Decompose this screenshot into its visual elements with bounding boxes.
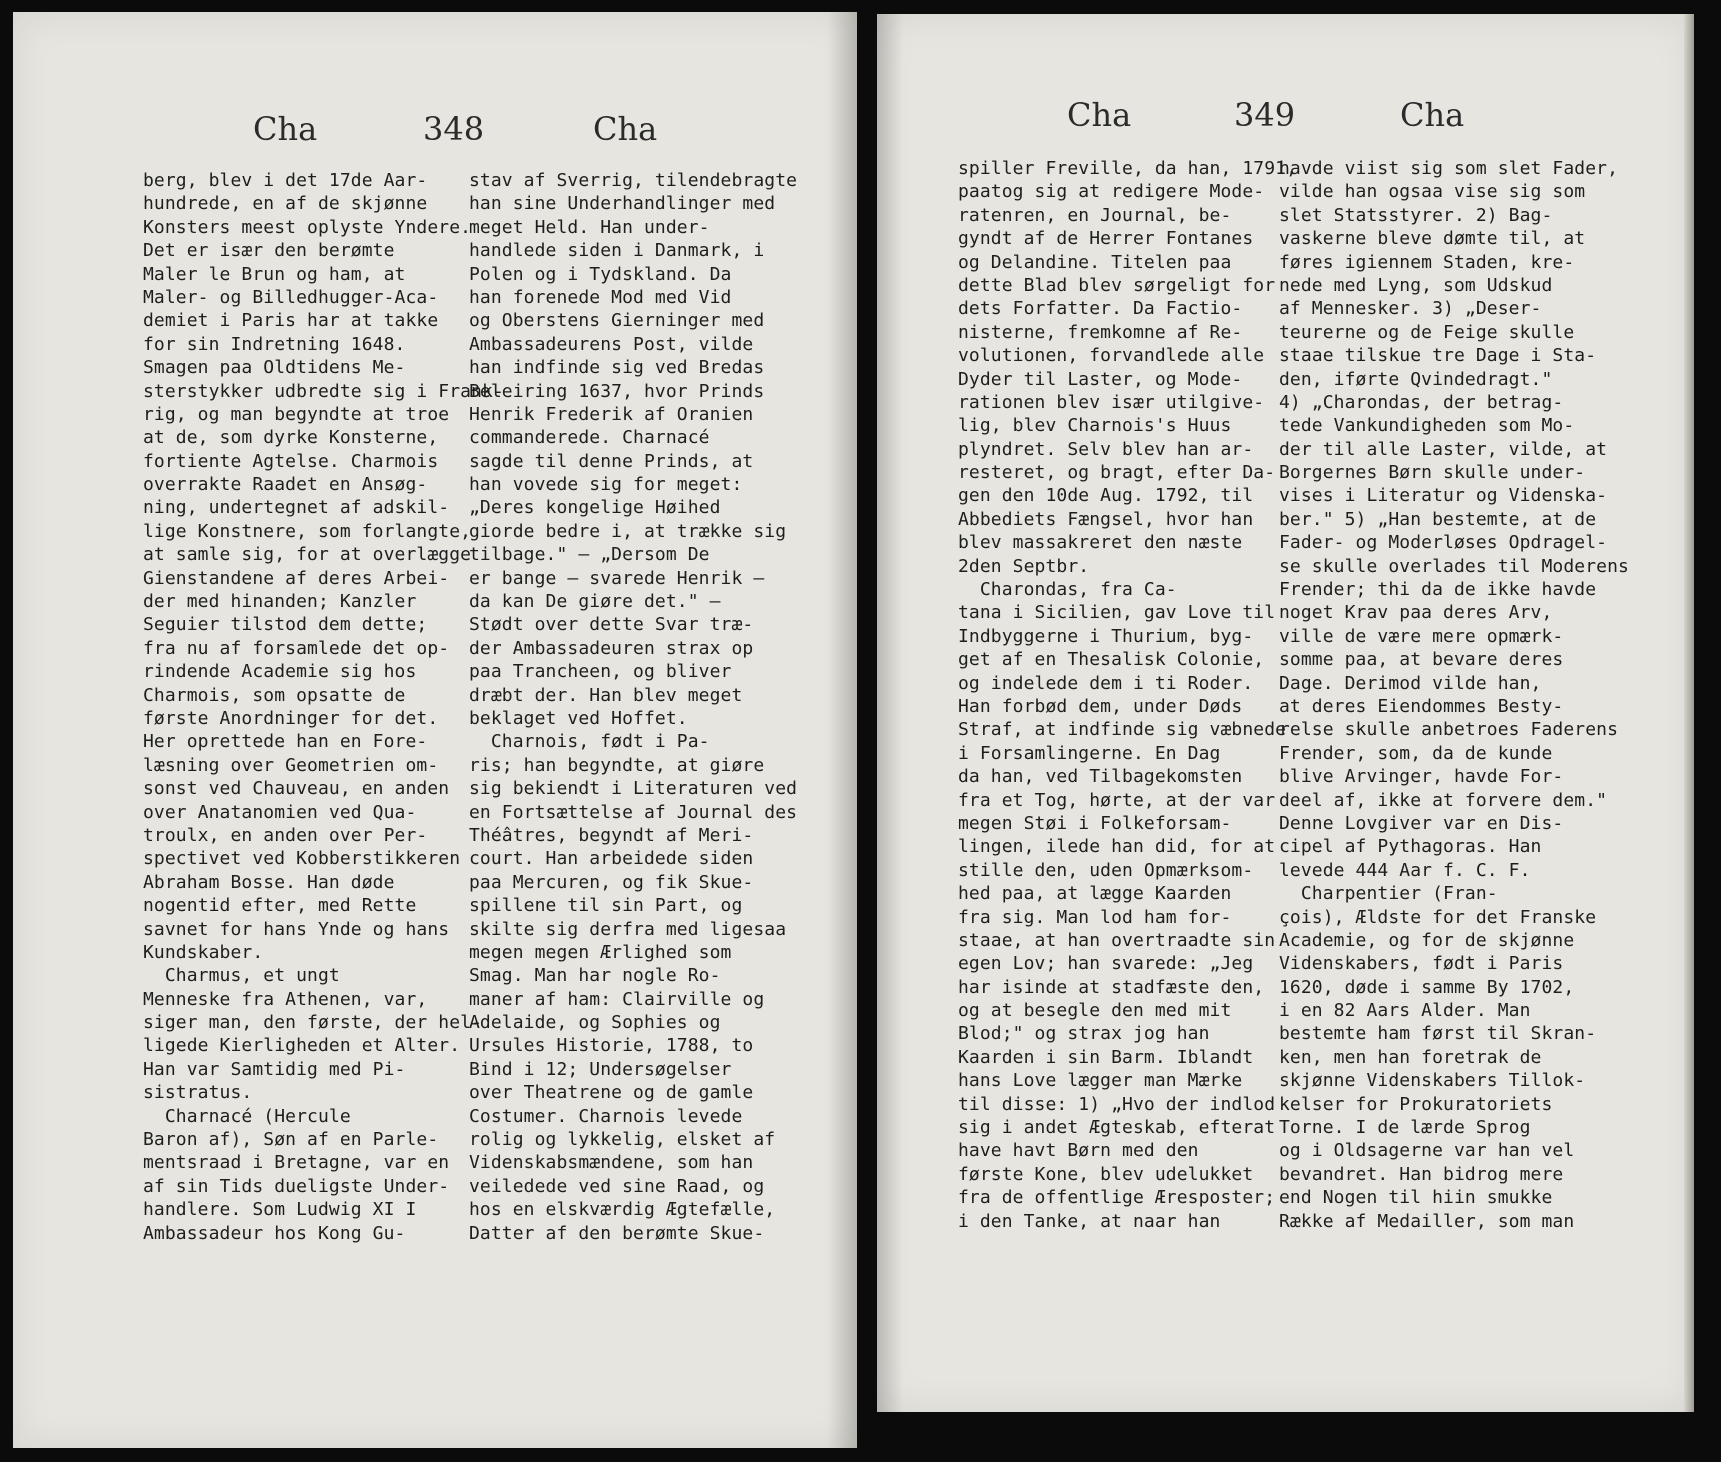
text-line: vilde han ogsaa vise sig som — [1279, 181, 1586, 203]
text-line: Stødt over dette Svar træ- — [469, 614, 754, 636]
text-line: Henrik Frederik af Oranien — [469, 403, 754, 425]
text-line: staae tilskue tre Dage i Sta- — [1279, 345, 1597, 367]
text-line: han sine Underhandlinger med — [469, 193, 776, 215]
text-line: første Kone, blev udelukket — [958, 1163, 1254, 1185]
text-line: 1620, døde i samme By 1702, — [1279, 976, 1575, 998]
text-line: end Nogen til hiin smukke — [1279, 1187, 1553, 1209]
page-fold-shadow — [827, 12, 857, 1448]
text-line: rig, og man begyndte at troe — [143, 403, 450, 425]
text-line: handlere. Som Ludwig XI I — [143, 1199, 417, 1221]
text-line: og i Oldsagerne var han vel — [1279, 1140, 1575, 1162]
text-line: ratenren, en Journal, be- — [958, 204, 1232, 226]
running-head-left: Cha — [1067, 96, 1132, 134]
text-line: Charmus, et ungt — [143, 965, 340, 987]
text-line: slet Statsstyrer. 2) Bag- — [1279, 204, 1553, 226]
text-line: Kundskaber. — [143, 941, 264, 963]
text-line: kelser for Prokuratoriets — [1279, 1093, 1553, 1115]
text-line: egen Lov; han svarede: „Jeg — [958, 953, 1254, 975]
page-edge — [1684, 14, 1694, 1412]
text-line: til disse: 1) „Hvo der indlod — [958, 1093, 1276, 1115]
text-line: fra nu af forsamlede det op- — [143, 637, 450, 659]
text-line: dræbt der. Han blev meget — [469, 684, 743, 706]
text-line: spectivet ved Kobberstikkeren — [143, 848, 461, 870]
text-line: da han, ved Tilbagekomsten — [958, 766, 1243, 788]
text-line: megen megen Ærlighed som — [469, 941, 732, 963]
text-line: sagde til denne Prinds, at — [469, 450, 754, 472]
text-line: Smagen paa Oldtidens Me- — [143, 357, 406, 379]
text-column-1 — [958, 157, 1297, 1233]
text-line: dets Forfatter. Da Factio- — [958, 298, 1243, 320]
text-line: Charondas, fra Ca- — [958, 579, 1177, 601]
running-head-left: Cha — [253, 110, 318, 148]
text-line: levede 444 Aar f. C. F. — [1279, 859, 1531, 881]
text-line: berg, blev i det 17de Aar- — [143, 170, 428, 191]
text-line: resteret, og bragt, efter Da- — [958, 462, 1276, 484]
text-line: fortiente Agtelse. Charmois — [143, 450, 439, 472]
text-line: sonst ved Chauveau, en anden — [143, 778, 450, 800]
text-line: og Delandine. Titelen paa — [958, 251, 1232, 273]
text-line: troulx, en anden over Per- — [143, 824, 428, 846]
text-line: bestemte ham først til Skran- — [1279, 1023, 1597, 1045]
text-line: Frender, som, da de kunde — [1279, 742, 1553, 764]
text-line: i den Tanke, at naar han — [958, 1210, 1221, 1232]
text-line: ville de være mere opmærk- — [1279, 625, 1564, 647]
text-line: den, iførte Qvindedragt." — [1279, 368, 1553, 390]
text-line: der Ambassadeuren strax op — [469, 637, 754, 659]
text-line: bevandret. Han bidrog mere — [1279, 1163, 1564, 1185]
text-line: Polen og i Tydskland. Da — [469, 263, 732, 285]
text-line: og at besegle den med mit — [958, 1000, 1232, 1022]
text-line: sterstykker udbredte sig i Frank- — [143, 380, 504, 402]
text-line: har isinde at stadfæste den, — [958, 976, 1265, 998]
text-line: overrakte Raadet en Ansøg- — [143, 474, 428, 496]
text-line: Menneske fra Athenen, var, — [143, 988, 428, 1010]
text-line: føres igiennem Staden, kre- — [1279, 251, 1575, 273]
text-line: over Anatanomien ved Qua- — [143, 801, 417, 823]
text-line: skilte sig derfra med ligesaa — [469, 918, 787, 940]
text-line: gyndt af de Herrer Fontanes — [958, 228, 1254, 250]
text-line: hos en elskværdig Ægtefælle, — [469, 1199, 776, 1221]
text-line: çois), Ældste for det Franske — [1279, 906, 1597, 928]
text-line: court. Han arbeidede siden — [469, 848, 754, 870]
text-line: vaskerne bleve dømte til, at — [1279, 228, 1586, 250]
text-line: Charpentier (Fran- — [1279, 883, 1498, 905]
text-line: have havt Børn med den — [958, 1140, 1199, 1162]
text-line: veiledede ved sine Raad, og — [469, 1175, 765, 1197]
text-line: af sin Tids dueligste Under- — [143, 1175, 450, 1197]
text-line: dette Blad blev sørgeligt for — [958, 274, 1276, 296]
text-line: spillene til sin Part, og — [469, 895, 743, 917]
text-line: Kaarden i sin Barm. Iblandt — [958, 1046, 1254, 1068]
text-line: Charnacé (Hercule — [143, 1105, 351, 1127]
text-line: vises i Literatur og Videnska- — [1279, 485, 1608, 507]
running-head-right: Cha — [1400, 96, 1465, 134]
right-page — [877, 14, 1694, 1412]
text-line: hans Love lægger man Mærke — [958, 1070, 1243, 1092]
text-line: get af en Thesalisk Colonie, — [958, 649, 1265, 671]
text-line: Bind i 12; Undersøgelser — [469, 1058, 732, 1080]
text-line: cipel af Pythagoras. Han — [1279, 836, 1542, 858]
text-line: paatog sig at redigere Mode- — [958, 181, 1265, 203]
text-line: se skulle overlades til Moderens — [1279, 555, 1629, 577]
text-line: Charnois, født i Pa- — [469, 731, 710, 753]
text-line: Adelaide, og Sophies og — [469, 1012, 721, 1034]
running-head-right: Cha — [593, 110, 658, 148]
text-line: megen Støi i Folkeforsam- — [958, 812, 1232, 834]
text-line: lig, blev Charnois's Huus — [958, 415, 1232, 437]
text-column-1 — [143, 169, 504, 1245]
text-line: lige Konstnere, som forlangte, — [143, 520, 472, 542]
text-line: rolig og lykkelig, elsket af — [469, 1129, 776, 1151]
text-line: Det er især den berømte — [143, 240, 395, 262]
text-line: Costumer. Charnois levede — [469, 1105, 743, 1127]
text-line: giorde bedre i, at trække sig — [469, 520, 787, 542]
text-line: Konsters meest oplyste Yndere. — [143, 216, 472, 238]
text-line: Abraham Bosse. Han døde — [143, 871, 395, 893]
text-line: Frender; thi da de ikke havde — [1279, 579, 1597, 601]
text-line: ning, undertegnet af adskil- — [143, 497, 450, 519]
text-line: Gienstandene af deres Arbei- — [143, 567, 450, 589]
text-line: blev massakreret den næste — [958, 532, 1243, 554]
text-line: 2den Septbr. — [958, 555, 1090, 577]
text-line: maner af ham: Clairville og — [469, 988, 765, 1010]
text-line: Dyder til Laster, og Mode- — [958, 368, 1243, 390]
text-line: lingen, ilede han did, for at — [958, 836, 1276, 858]
text-line: der med hinanden; Kanzler — [143, 591, 417, 613]
text-line: er bange — svarede Henrik — — [469, 567, 765, 589]
text-line: ligede Kierligheden et Alter. — [143, 1035, 461, 1057]
text-line: tilbage." — „Dersom De — [469, 544, 710, 566]
text-line: fra et Tog, hørte, at der var — [958, 789, 1276, 811]
text-line: hundrede, en af de skjønne — [143, 193, 428, 215]
text-line: Torne. I de lærde Sprog — [1279, 1117, 1531, 1139]
text-line: gen den 10de Aug. 1792, til — [958, 485, 1254, 507]
text-line: nede med Lyng, som Udskud — [1279, 274, 1553, 296]
text-line: da kan De giøre det." — — [469, 591, 721, 613]
text-column-2 — [1279, 157, 1629, 1233]
text-line: beklaget ved Hoffet. — [469, 707, 688, 729]
text-line: siger man, den første, der hel- — [143, 1012, 483, 1034]
text-line: Academie, og for de skjønne — [1279, 929, 1575, 951]
text-line: Seguier tilstod dem dette; — [143, 614, 428, 636]
text-line: Maler le Brun og ham, at — [143, 263, 406, 285]
page-fold-shadow — [877, 14, 903, 1412]
text-line: Beleiring 1637, hvor Prinds — [469, 380, 765, 402]
text-line: somme paa, at bevare deres — [1279, 649, 1564, 671]
text-line: savnet for hans Ynde og hans — [143, 918, 450, 940]
text-line: Her oprettede han en Fore- — [143, 731, 428, 753]
text-line: læsning over Geometrien om- — [143, 754, 439, 776]
text-line: Videnskabsmændene, som han — [469, 1152, 754, 1174]
text-line: at samle sig, for at overlægge — [143, 544, 472, 566]
text-line: at de, som dyrke Konsterne, — [143, 427, 439, 449]
text-line: „Deres kongelige Høihed — [469, 497, 721, 519]
text-line: commanderede. Charnacé — [469, 427, 710, 449]
text-line: Abbediets Fængsel, hvor han — [958, 508, 1254, 530]
text-line: paa Mercuren, og fik Skue- — [469, 871, 754, 893]
text-line: noget Krav paa deres Arv, — [1279, 602, 1553, 624]
text-line: deel af, ikke at forvere dem." — [1279, 789, 1608, 811]
text-column-2 — [469, 169, 797, 1245]
text-line: relse skulle anbetroes Faderens — [1279, 719, 1619, 741]
text-line: blive Arvinger, havde For- — [1279, 766, 1564, 788]
text-line: han forenede Mod med Vid — [469, 286, 732, 308]
text-line: 4) „Charondas, der betrag- — [1279, 391, 1564, 413]
text-line: fra sig. Man lod ham for- — [958, 906, 1232, 928]
text-line: tede Vankundigheden som Mo- — [1279, 415, 1575, 437]
text-line: Dage. Derimod vilde han, — [1279, 672, 1542, 694]
text-line: mentsraad i Bretagne, var en — [143, 1152, 450, 1174]
text-line: Borgernes Børn skulle under- — [1279, 462, 1586, 484]
text-line: nogentid efter, med Rette — [143, 895, 417, 917]
text-line: en Fortsættelse af Journal des — [469, 801, 798, 823]
text-line: nisterne, fremkomne af Re- — [958, 321, 1243, 343]
text-line: Datter af den berømte Skue- — [469, 1222, 765, 1244]
text-line: i Forsamlingerne. En Dag — [958, 742, 1221, 764]
text-line: sistratus. — [143, 1082, 253, 1104]
left-page — [13, 12, 857, 1448]
text-line: Ambassadeurens Post, vilde — [469, 333, 754, 355]
text-line: Videnskabers, født i Paris — [1279, 953, 1564, 975]
text-line: at deres Eiendommes Besty- — [1279, 695, 1564, 717]
text-line: fra de offentlige Æresposter; — [958, 1187, 1276, 1209]
text-line: ber." 5) „Han bestemte, at de — [1279, 508, 1597, 530]
text-line: Straf, at indfinde sig væbnede — [958, 719, 1287, 741]
text-line: der til alle Laster, vilde, at — [1279, 438, 1608, 460]
text-line: over Theatrene og de gamle — [469, 1082, 754, 1104]
text-line: han vovede sig for meget: — [469, 474, 743, 496]
text-line: rindende Academie sig hos — [143, 661, 417, 683]
text-line: Baron af), Søn af en Parle- — [143, 1129, 439, 1151]
text-line: og indelede dem i ti Roder. — [958, 672, 1254, 694]
page-number: 348 — [423, 110, 485, 148]
text-line: meget Held. Han under- — [469, 216, 710, 238]
text-line: volutionen, forvandlede alle — [958, 345, 1265, 367]
text-line: paa Trancheen, og bliver — [469, 661, 732, 683]
text-line: skjønne Videnskabers Tillok- — [1279, 1070, 1586, 1092]
text-line: Maler- og Billedhugger-Aca- — [143, 286, 439, 308]
page-number: 349 — [1234, 96, 1296, 134]
text-line: Denne Lovgiver var en Dis- — [1279, 812, 1564, 834]
text-line: spiller Freville, da han, 1791, — [958, 158, 1298, 179]
text-line: plyndret. Selv blev han ar- — [958, 438, 1254, 460]
text-line: havde viist sig som slet Fader, — [1279, 158, 1619, 179]
text-line: Han var Samtidig med Pi- — [143, 1058, 406, 1080]
text-line: rationen blev især utilgive- — [958, 391, 1265, 413]
text-line: Blod;" og strax jog han — [958, 1023, 1210, 1045]
text-line: Ursules Historie, 1788, to — [469, 1035, 754, 1057]
text-line: Række af Medailler, som man — [1279, 1210, 1575, 1232]
text-line: ris; han begyndte, at giøre — [469, 754, 765, 776]
text-line: staae, at han overtraadte sin — [958, 929, 1276, 951]
text-line: Indbyggerne i Thurium, byg- — [958, 625, 1254, 647]
text-line: og Oberstens Gierninger med — [469, 310, 765, 332]
text-line: Fader- og Moderløses Opdragel- — [1279, 532, 1608, 554]
text-line: teurerne og de Feige skulle — [1279, 321, 1575, 343]
text-line: for sin Indretning 1648. — [143, 333, 406, 355]
text-line: af Mennesker. 3) „Deser- — [1279, 298, 1542, 320]
text-line: tana i Sicilien, gav Love til — [958, 602, 1276, 624]
text-line: Ambassadeur hos Kong Gu- — [143, 1222, 406, 1244]
text-line: Han forbød dem, under Døds — [958, 695, 1243, 717]
text-line: sig bekiendt i Literaturen ved — [469, 778, 798, 800]
text-line: han indfinde sig ved Bredas — [469, 357, 765, 379]
text-line: første Anordninger for det. — [143, 707, 439, 729]
text-line: handlede siden i Danmark, i — [469, 240, 765, 262]
text-line: sig i andet Ægteskab, efterat — [958, 1117, 1276, 1139]
text-line: Charmois, som opsatte de — [143, 684, 406, 706]
text-line: demiet i Paris har at takke — [143, 310, 439, 332]
text-line: stav af Sverrig, tilendebragte — [469, 170, 798, 191]
text-line: Smag. Man har nogle Ro- — [469, 965, 721, 987]
text-line: i en 82 Aars Alder. Man — [1279, 1000, 1531, 1022]
text-line: stille den, uden Opmærksom- — [958, 859, 1254, 881]
text-line: hed paa, at lægge Kaarden — [958, 883, 1232, 905]
text-line: Théâtres, begyndt af Meri- — [469, 824, 754, 846]
text-line: ken, men han foretrak de — [1279, 1046, 1542, 1068]
